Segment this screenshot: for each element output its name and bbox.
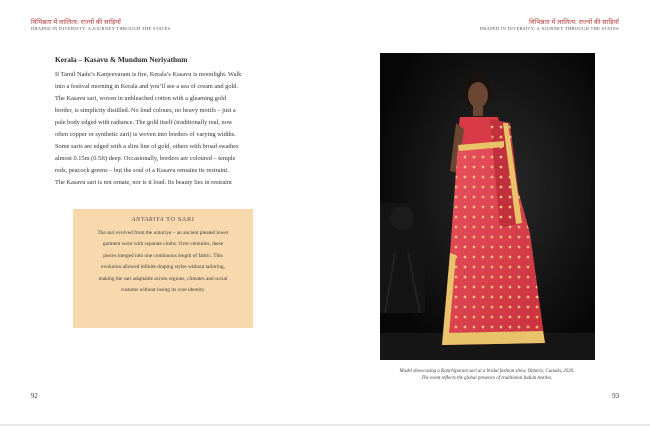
sidebar-title-italic: ANTARIYA — [131, 216, 165, 223]
sidebar-line-italic: antariya — [153, 230, 172, 236]
running-head-hindi-left: विभिन्नता में लालित्य: राज्यों की साड़ियाँ — [31, 19, 121, 26]
body-line: The Kasavu sari, woven in unbleached cotton with a gleaming gold — [55, 95, 227, 102]
sidebar-line: making the sari adaptable across regions, climates and social — [98, 275, 228, 282]
body-text — [55, 55, 273, 189]
page-number-right: 93 — [612, 393, 619, 400]
page-number-left: 92 — [31, 393, 38, 400]
body-line: Some saris are edged with a slim line of gold, others with broad swathes — [55, 143, 239, 150]
sidebar-line: customs without losing its core identity. — [120, 287, 206, 294]
caption-line: Model showcasing a Kanchipuram sari at a bridal fashion show, Ontario, Canada, 2020. — [399, 369, 575, 374]
body-line: often copper or synthetic zari) is woven into borders of varying widths. — [55, 131, 236, 138]
section-heading: Kerala – Kasavu & Mundum Neriyathum — [55, 55, 188, 64]
sidebar-line-part: – an ancient pleated lower — [171, 230, 229, 236]
photo-model-in-red-sari — [380, 53, 595, 360]
body-line: almost 0.15m (0.5ft) deep. Occasionally, borders are coloured – temple — [55, 155, 236, 162]
sidebar-title — [73, 216, 253, 223]
sidebar-line: pieces merged into one continuous length of fabric. This — [103, 252, 223, 259]
body-line: reds, peacock greens – but the soul of a Kasavu remains its restraint. — [55, 167, 229, 174]
photo-caption — [372, 368, 602, 383]
running-head-english-left: DRAPED IN DIVERSITY: A JOURNEY THROUGH THE STATES — [31, 26, 171, 31]
sidebar-line — [73, 228, 253, 239]
running-head-english-right: DRAPED IN DIVERSITY: A JOURNEY THROUGH THE STATES — [479, 26, 619, 31]
sidebar-line: evolution allowed infinite draping styles without tailoring, — [101, 264, 225, 271]
caption-line: The event reflects the global presence of traditional Indian textiles. — [421, 376, 553, 382]
body-line: into a festival morning in Kerala and you’ll see a sea of cream and gold. — [55, 83, 239, 90]
sidebar-line-part: The sari evolved from the — [97, 230, 154, 236]
sidebar-title-rest: TO SARI — [164, 216, 195, 223]
running-head-hindi-right: विभिन्नता में लालित्य: राज्यों की साड़ियाँ — [529, 19, 619, 26]
sidebar-line: garment worn with separate cloths. Over centuries, these — [102, 241, 224, 248]
body-line: The Kasavu sari is not ornate, nor is it loud. Its beauty lies in restraint — [55, 179, 232, 186]
sidebar-box — [73, 209, 253, 328]
body-line: pale body edged with radiance. The gold itself (traditionally real, now — [55, 119, 233, 126]
body-line: border, is simplicity distilled. No loud colours, no heavy motifs – just a — [55, 107, 236, 114]
body-line: If Tamil Nadu’s Kanjeevaram is fire, Kerala’s Kasavu is moonlight. Walk — [55, 71, 242, 78]
photo-illustration — [380, 53, 595, 360]
sidebar-text — [73, 228, 253, 296]
